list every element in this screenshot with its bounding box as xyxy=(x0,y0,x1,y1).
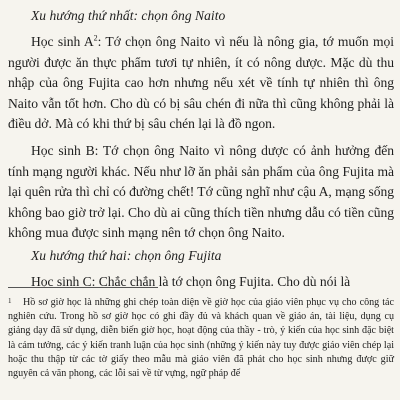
paragraph-student-a xyxy=(8,32,394,135)
footnote-divider xyxy=(8,287,158,288)
footnote-reference: 2 xyxy=(93,33,98,43)
section-heading-second-trend: Xu hướng thứ hai: chọn ông Fujita xyxy=(31,247,222,263)
main-text xyxy=(8,6,394,293)
footnote-text: Hồ sơ giờ học là những ghi chép toàn diện về giờ học của giáo viên phục vụ cho công tác nghiên cứu. Trong hồ sơ giờ học có ghi đầy đủ và khách quan về giáo án, tài liệu, dụng cụ giảng dạy đã sử dụng, diễn biến giờ học, hoạt động của thầy - trò, ý kiến của học sinh đặc biệt là cảm tưởng, các ý kiến tranh luận của học sinh (những ý kiến này tuy được giáo viên chép lại hoặc thu thập từ các tờ giấy theo mẫu mà giáo viên đã phát cho học sinh nhưng được giữ nguyên cả văn phong, các lỗi sai về từ vựng, ngữ pháp để xyxy=(8,297,394,380)
paragraph-student-b: Học sinh B: Tớ chọn ông Naito vì nông dược có ảnh hưởng đến tính mạng người khác. Nếu như lỡ ăn phải sản phẩm của ông Fujita mà lại quên rửa thì chỉ có đường chết! Tớ cũng nghĩ như cậu A, mạng sống không bao giờ trở lại. Cho dù ai cũng thích tiền nhưng dẫu có tiền cũng không mua được sinh mạng nên tớ chọn ông Naito. xyxy=(8,142,394,241)
page-bottom-edge xyxy=(0,394,400,400)
student-a-label: Học sinh A xyxy=(31,34,94,49)
footnote xyxy=(8,296,394,381)
section-heading-first-trend: Xu hướng thứ nhất: chọn ông Naito xyxy=(31,8,226,23)
paragraph-student-c: Học sinh C: Chắc chắn là tớ chọn ông Fujita. Cho dù nói là xyxy=(31,273,351,289)
student-a-text: : Tớ chọn ông Naito vì nếu là nông gia, tớ muốn mọi người được ăn thực phẩm tươi tự nhiên, ít có nông dược. Mặc dù thu nhập của ông Fujita cao hơn nhưng nếu xét về tính tự nhiên thì ông Naito vẫn tốt hơn. Cho dù có bị sâu chén đi nữa thì cũng không phải là điều dở. Mà có khi thứ bị sâu chén lại là đồ ngon. xyxy=(8,34,395,132)
footnote-number: 1 xyxy=(8,297,12,305)
